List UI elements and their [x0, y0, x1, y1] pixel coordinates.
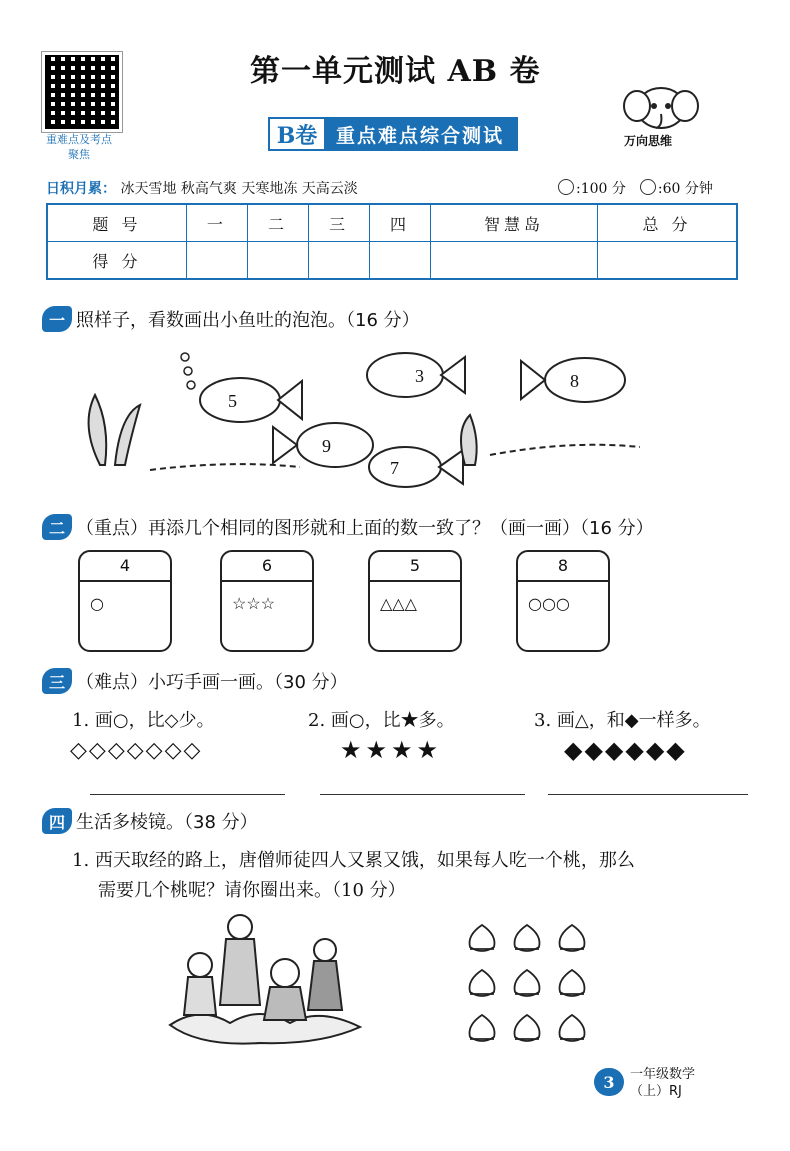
number-card[interactable]	[220, 550, 314, 652]
qr-caption	[30, 132, 128, 162]
number-card[interactable]	[368, 550, 462, 652]
fish-number: 8	[570, 371, 579, 391]
score-table-score-row	[47, 242, 737, 280]
seaweed-icon	[461, 415, 477, 465]
seaweed-icon	[89, 395, 140, 465]
section-2-heading	[42, 514, 654, 540]
fish-number: 9	[322, 436, 331, 456]
section-4-badge: 四	[42, 808, 72, 834]
score-cell[interactable]	[247, 242, 308, 280]
card-shapes: △△△	[380, 594, 417, 613]
brand-name: 万向思维	[624, 134, 673, 148]
section-4-q1-line-2: 需要几个桃呢？请你圈出来。（10 分）	[98, 880, 406, 901]
star-shapes: ★★★★	[340, 736, 443, 764]
score-row-label: 得 分	[47, 242, 186, 280]
score-header-cell: 四	[369, 204, 430, 242]
card-number: 4	[80, 552, 170, 582]
peach-icon[interactable]	[515, 925, 540, 951]
peach-icon[interactable]	[515, 1015, 540, 1041]
card-number: 6	[222, 552, 312, 582]
qr-caption-line-1: 重难点及考点	[46, 133, 112, 146]
fish-number: 7	[390, 458, 399, 478]
clock-icon	[640, 179, 656, 195]
banner-text: 重点难点综合测试	[326, 117, 518, 151]
filled-diamond-shapes: ◆◆◆◆◆◆	[564, 736, 687, 764]
page-number: 3	[594, 1068, 624, 1096]
score-cell[interactable]	[598, 242, 737, 280]
diamond-shapes: ◇◇◇◇◇◇◇	[70, 738, 203, 763]
qr-caption-line-2: 聚焦	[68, 148, 90, 161]
peach-icon[interactable]	[560, 1015, 585, 1041]
trophy-icon	[558, 179, 574, 195]
section-2-text: （重点）再添几个相同的图形就和上面的数一致了？（画一画）（16 分）	[76, 518, 654, 539]
score-table	[46, 203, 738, 280]
score-header-cell: 二	[247, 204, 308, 242]
answer-line[interactable]	[548, 794, 748, 795]
section-2-badge: 二	[42, 514, 72, 540]
fish-number: 5	[228, 391, 237, 411]
section-3-text: （难点）小巧手画一画。（30 分）	[76, 672, 348, 693]
card-number: 8	[518, 552, 608, 582]
card-number: 5	[370, 552, 460, 582]
banner-tag: B卷	[268, 117, 326, 151]
page-title: 第一单元测试 AB 卷	[250, 54, 541, 89]
time-text: :60 分钟	[657, 181, 713, 197]
time-info	[640, 178, 713, 198]
card-shapes: ☆☆☆	[232, 594, 276, 613]
test-meta	[558, 178, 713, 198]
section-4-heading	[42, 808, 258, 834]
grade-line-1: 一年级数学	[630, 1067, 696, 1082]
section-banner	[268, 117, 518, 151]
section-3-q2: 2. 画○，比★多。	[308, 710, 455, 731]
grade-line-2: （上）RJ	[630, 1084, 682, 1099]
score-cell[interactable]	[308, 242, 369, 280]
pilgrims-illustration	[160, 905, 370, 1050]
section-1-text: 照样子，看数画出小鱼吐的泡泡。（16 分）	[76, 310, 420, 331]
peaches-grid	[462, 915, 597, 1050]
section-3-heading	[42, 668, 348, 694]
number-card[interactable]	[516, 550, 610, 652]
bubbles-icon	[181, 353, 195, 389]
fish-scene	[70, 345, 750, 505]
idiom-text: 冰天雪地 秋高气爽 天寒地冻 天高云淡	[120, 181, 358, 197]
peach-icon[interactable]	[515, 970, 540, 996]
fish-icon	[200, 353, 625, 487]
card-shapes: ○	[90, 594, 104, 613]
peach-icon[interactable]	[560, 925, 585, 951]
section-1-badge: 一	[42, 306, 72, 332]
grade-label	[630, 1066, 695, 1100]
fish-number: 3	[415, 366, 424, 386]
score-info	[558, 178, 626, 198]
answer-line[interactable]	[320, 794, 525, 795]
section-1-heading	[42, 306, 420, 332]
qr-code	[42, 52, 122, 132]
score-cell[interactable]	[369, 242, 430, 280]
answer-line[interactable]	[90, 794, 285, 795]
peach-icon[interactable]	[560, 970, 585, 996]
section-4-q1-line-1: 1. 西天取经的路上，唐僧师徒四人又累又饿，如果每人吃一个桃，那么	[72, 850, 635, 871]
score-text: :100 分	[576, 181, 626, 197]
score-header-cell: 题 号	[47, 204, 186, 242]
score-header-cell: 一	[186, 204, 247, 242]
section-3-badge: 三	[42, 668, 72, 694]
idiom-label: 日积月累：	[46, 181, 116, 197]
card-row	[70, 550, 700, 650]
score-header-cell: 总 分	[598, 204, 737, 242]
score-cell[interactable]	[430, 242, 597, 280]
peach-icon[interactable]	[470, 1015, 495, 1041]
score-header-cell: 智慧岛	[430, 204, 597, 242]
section-3-q3: 3. 画△，和◆一样多。	[534, 710, 711, 731]
section-3-q1: 1. 画○，比◇少。	[72, 710, 215, 731]
daily-idioms	[46, 178, 358, 198]
peach-icon[interactable]	[470, 925, 495, 951]
score-table-header-row	[47, 204, 737, 242]
score-cell[interactable]	[186, 242, 247, 280]
number-card[interactable]	[78, 550, 172, 652]
card-shapes: ○○○	[528, 594, 570, 613]
section-4-text: 生活多棱镜。（38 分）	[76, 812, 258, 833]
score-header-cell: 三	[308, 204, 369, 242]
peach-icon[interactable]	[470, 970, 495, 996]
